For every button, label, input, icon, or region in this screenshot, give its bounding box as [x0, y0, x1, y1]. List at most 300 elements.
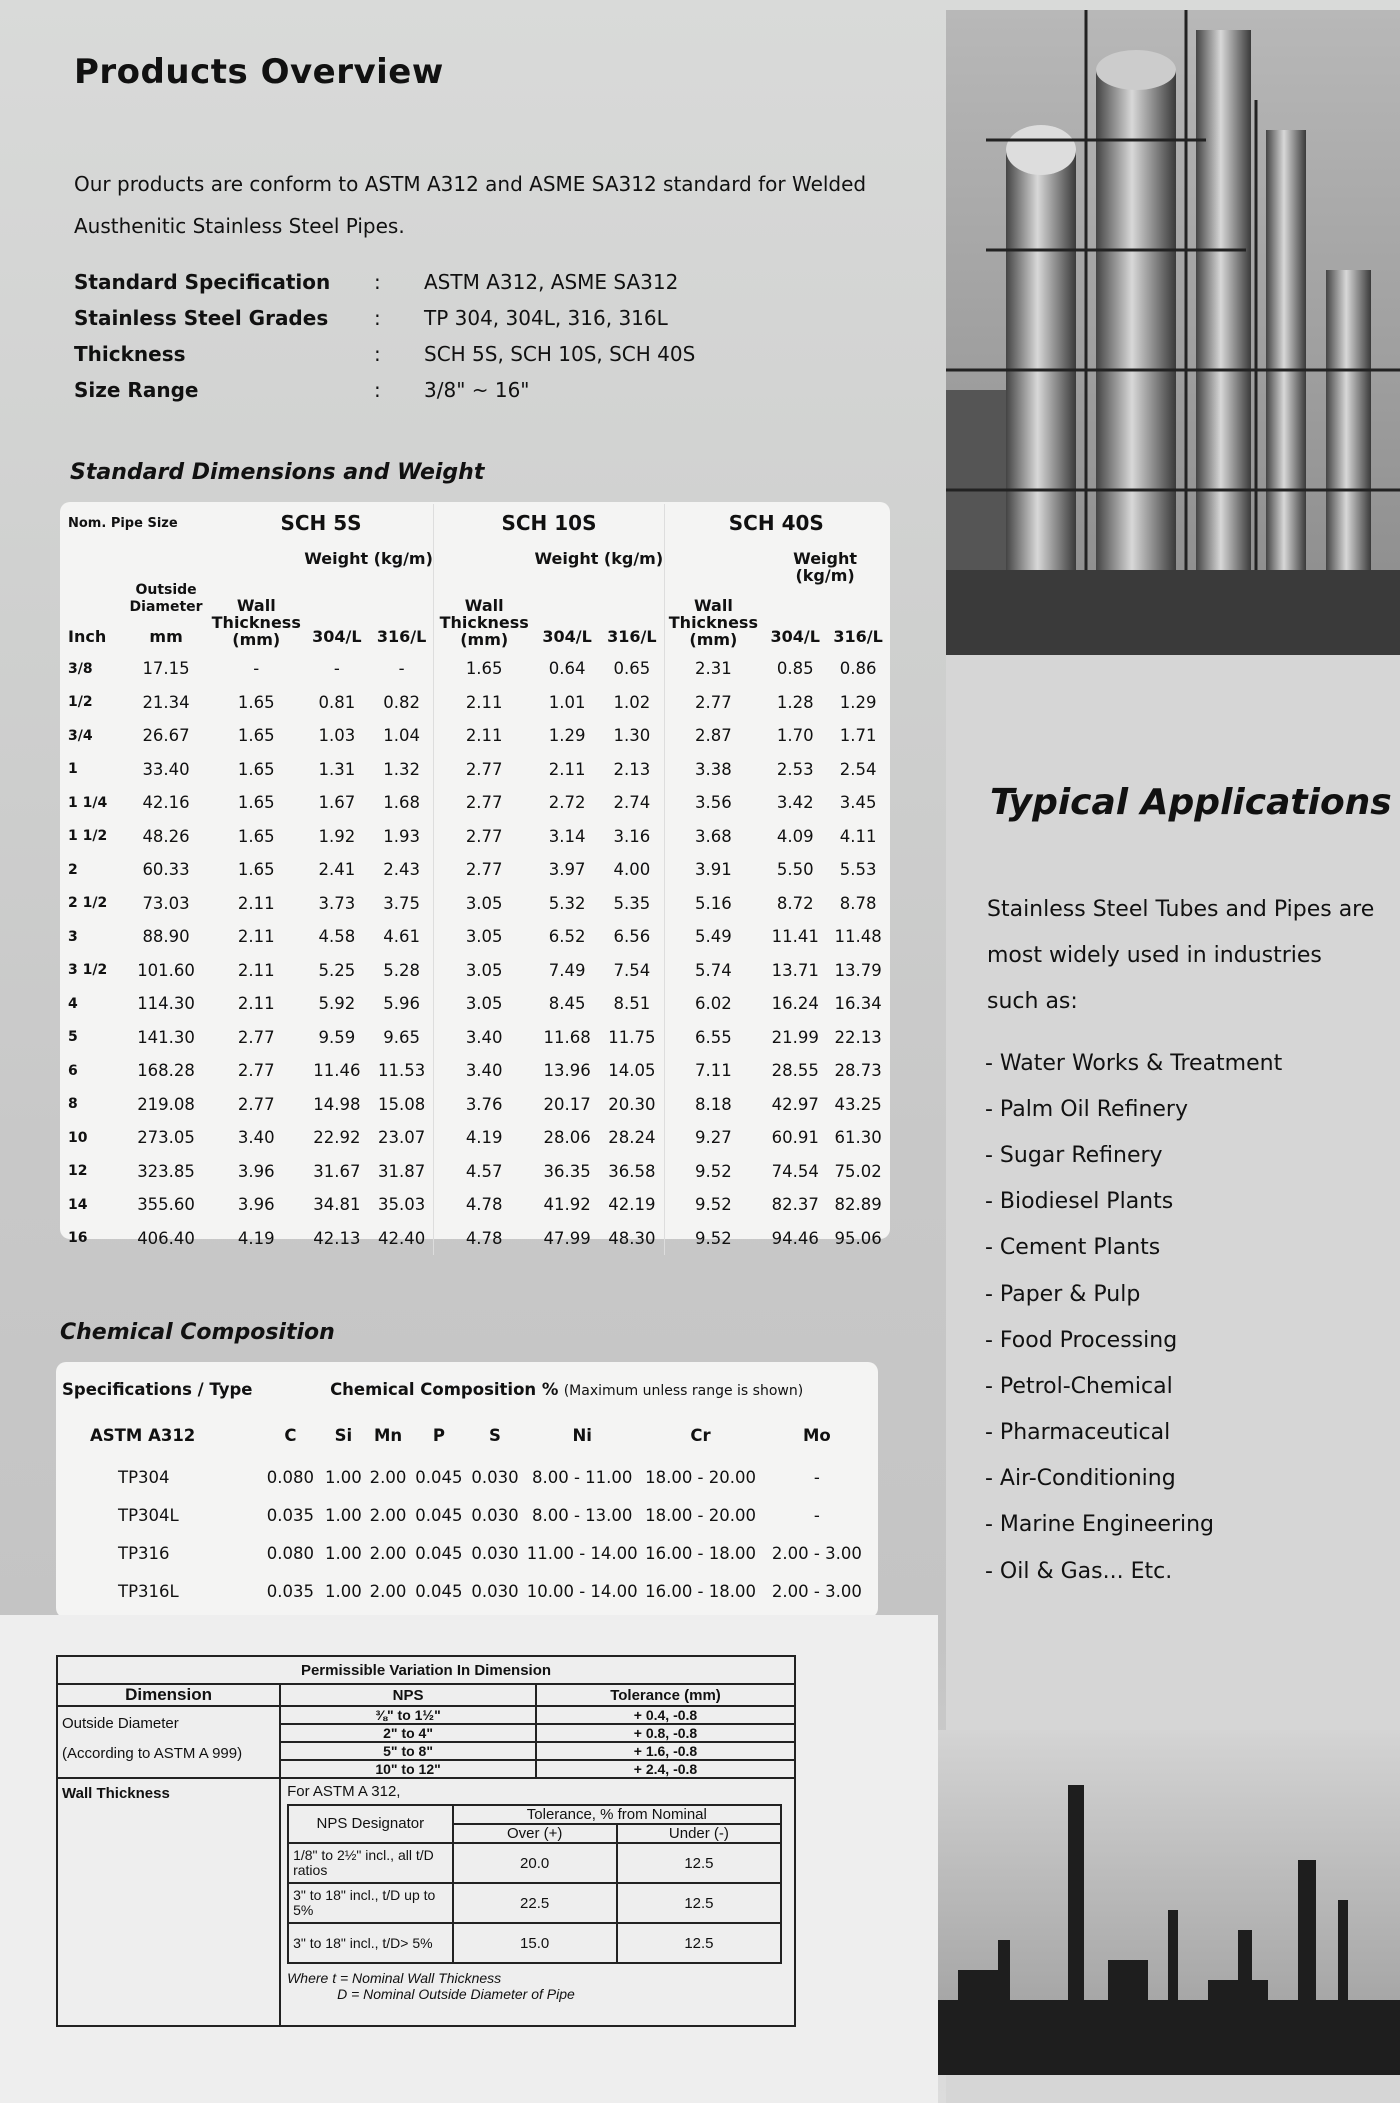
dimension-cell: 26.67	[142, 726, 190, 746]
chemical-cell: 0.045	[415, 1505, 463, 1525]
dimension-cell: 4.19	[237, 1228, 275, 1248]
chemical-table-body	[62, 1458, 874, 1610]
dimension-cell: 323.85	[137, 1161, 195, 1181]
wt-nps: 1/8" to 2½" incl., all t/D ratios	[288, 1843, 452, 1883]
chemical-cell: TP316L	[118, 1581, 179, 1601]
chemical-row	[62, 1458, 874, 1496]
dimension-row	[68, 1088, 888, 1122]
wt-over: 15.0	[453, 1923, 617, 1963]
element-header: Ni	[572, 1425, 592, 1445]
dimensions-panel	[60, 502, 890, 1248]
tolerance-header: Tolerance (mm)	[536, 1684, 795, 1706]
applications-intro-line: such as:	[987, 989, 1078, 1014]
dimension-cell: 1/2	[68, 694, 93, 711]
chemical-cell: 2.00	[369, 1505, 407, 1525]
dimension-cell: 43.25	[834, 1094, 882, 1114]
dimension-cell: 1.01	[548, 692, 586, 712]
dimension-cell: 21.99	[771, 1027, 819, 1047]
dimension-cell: 1.65	[237, 860, 275, 880]
dimension-cell: 31.87	[377, 1161, 426, 1181]
dimension-cell: 61.30	[834, 1128, 882, 1148]
spec-type-header: Specifications / Type	[62, 1379, 253, 1399]
chemical-cell: TP304	[118, 1467, 170, 1487]
od-cell	[57, 1706, 280, 1778]
standard-header: ASTM A312	[90, 1425, 196, 1445]
dimension-cell: 4.78	[434, 1188, 534, 1222]
nps-designator-header: NPS Designator	[288, 1805, 452, 1843]
dimension-cell: 9.59	[318, 1027, 356, 1047]
dimension-cell: 3 1/2	[68, 962, 108, 979]
element-header: Mn	[373, 1425, 403, 1445]
dimension-cell: 5.92	[318, 994, 356, 1014]
dimension-cell: 13.96	[543, 1061, 591, 1081]
dimension-cell: 8.78	[839, 893, 877, 913]
dimension-cell: 0.86	[839, 659, 877, 679]
chemical-cell: -	[813, 1467, 820, 1487]
dimension-cell: 82.89	[834, 1195, 882, 1215]
dimension-cell: 75.02	[834, 1161, 882, 1181]
dimension-cell: 114.30	[137, 994, 195, 1014]
dimension-cell: 10	[68, 1129, 88, 1146]
dimension-cell: 4.58	[318, 927, 356, 947]
dimension-cell: 3.96	[237, 1161, 275, 1181]
dimension-cell: 5.49	[664, 920, 762, 954]
wall-thickness-cell	[280, 1778, 795, 2026]
dimension-cell: 11.48	[834, 927, 882, 947]
dimension-cell: 3.14	[548, 826, 586, 846]
dimension-cell: 3.56	[664, 786, 762, 820]
od-tolerance: + 0.8, -0.8	[536, 1724, 795, 1742]
dimension-row	[68, 887, 888, 921]
applications-title: Typical Applications	[990, 782, 1392, 823]
dimension-row	[68, 1188, 888, 1222]
dimension-cell: 1.71	[839, 726, 877, 746]
dimension-cell: 8.45	[548, 994, 586, 1014]
dimension-cell: 20.17	[543, 1094, 591, 1114]
dimension-cell: 5.53	[839, 860, 877, 880]
dimension-cell: 2.77	[434, 753, 534, 787]
dimension-row	[68, 686, 888, 720]
dimension-cell: 2.77	[237, 1061, 275, 1081]
spec-value: 3/8" ~ 16"	[424, 378, 530, 402]
dimension-cell: 6.02	[664, 987, 762, 1021]
spec-list	[74, 264, 695, 408]
dimension-cell: 1.65	[237, 726, 275, 746]
dimension-cell: 2 1/2	[68, 895, 108, 912]
note-line-2: D = Nominal Outside Diameter of Pipe	[337, 1986, 575, 2002]
dimension-cell: 3/4	[68, 727, 93, 744]
dimension-cell: 5.16	[664, 887, 762, 921]
dimension-cell: 5.32	[548, 893, 586, 913]
dimension-row	[68, 652, 888, 686]
chemical-cell: 11.00 - 14.00	[526, 1543, 638, 1563]
dimension-cell: 2.11	[548, 759, 586, 779]
chemical-cell: 1.00	[325, 1543, 362, 1563]
dimension-cell: 28.55	[771, 1061, 819, 1081]
dimension-cell: -	[253, 659, 260, 679]
spec-label: Thickness	[74, 342, 186, 366]
dimension-cell: 2.31	[664, 652, 762, 686]
dimension-cell: 15.08	[377, 1094, 426, 1114]
element-header: C	[284, 1425, 297, 1445]
chemical-row	[62, 1534, 874, 1572]
element-header: S	[489, 1425, 501, 1445]
application-item: - Pharmaceutical	[985, 1420, 1171, 1446]
dimension-cell: 16	[68, 1230, 88, 1247]
dimension-cell: 42.40	[377, 1228, 426, 1248]
od-label: Outside Diameter	[62, 1715, 179, 1732]
application-item: - Palm Oil Refinery	[985, 1096, 1188, 1122]
wt-under: 12.5	[617, 1843, 781, 1883]
wt-nps: 3" to 18" incl., t/D up to 5%	[288, 1883, 452, 1923]
dimension-cell: 13.71	[771, 960, 819, 980]
sch5s-header: SCH 5S	[280, 511, 362, 535]
grade-304l-header: 304/L	[312, 626, 362, 646]
dimension-cell: 82.37	[771, 1195, 819, 1215]
chemical-cell: 2.00	[369, 1543, 407, 1563]
dimension-cell: 4.00	[613, 860, 651, 880]
dimension-cell: 1.65	[434, 652, 534, 686]
dimension-cell: 42.13	[313, 1228, 361, 1248]
spec-colon: :	[374, 378, 381, 402]
dimension-cell: 1.70	[776, 726, 814, 746]
dimension-cell: 6	[68, 1062, 78, 1079]
dimension-cell: 0.85	[776, 659, 814, 679]
chemical-cell: 0.045	[415, 1543, 463, 1563]
note-line-1: Where t = Nominal Wall Thickness	[287, 1970, 502, 1986]
spec-row	[74, 372, 695, 408]
dimension-cell: 4	[68, 995, 78, 1012]
dimension-cell: 8	[68, 1096, 78, 1113]
spec-value: TP 304, 304L, 316, 316L	[424, 306, 668, 330]
dimension-cell: 28.06	[543, 1128, 591, 1148]
chemical-cell: 8.00 - 11.00	[531, 1467, 633, 1487]
dimension-cell: 1.02	[613, 692, 651, 712]
dimension-cell: 219.08	[137, 1094, 195, 1114]
chemical-cell: 10.00 - 14.00	[526, 1581, 638, 1601]
dimension-cell: 2.43	[383, 860, 420, 880]
dimension-cell: 1.03	[318, 726, 356, 746]
dimension-cell: 2.53	[776, 759, 814, 779]
element-header: P	[432, 1425, 445, 1445]
dimension-cell: 2.11	[237, 927, 275, 947]
dimension-cell: 35.03	[377, 1195, 426, 1215]
dimension-cell: 355.60	[137, 1195, 195, 1215]
intro-line-1: Our products are conform to ASTM A312 and ASME SA312 standard for Welded	[74, 172, 867, 196]
element-header: Si	[334, 1425, 353, 1445]
grade-304l-header: 304/L	[542, 626, 592, 646]
chemical-cell: 2.00	[369, 1581, 407, 1601]
variation-table-wrap	[56, 1655, 796, 2027]
dimension-cell: 5.50	[776, 860, 814, 880]
chemical-cell: 8.00 - 13.00	[531, 1505, 633, 1525]
dimension-cell: 0.65	[613, 659, 651, 679]
dimension-cell: 42.97	[771, 1094, 819, 1114]
intro-text	[74, 163, 924, 247]
dimension-cell: 3.38	[664, 753, 762, 787]
dimension-cell: 1.28	[776, 692, 814, 712]
dimension-cell: 3.05	[434, 887, 534, 921]
wt-for-label: For ASTM A 312,	[287, 1783, 401, 1800]
dimension-cell: 2.77	[664, 686, 762, 720]
weight-header: Weight (kg/m)	[793, 549, 858, 585]
dimension-row	[68, 987, 888, 1021]
element-header: Mo	[802, 1425, 831, 1445]
spec-colon: :	[374, 342, 381, 366]
dimension-cell: 16.34	[834, 994, 882, 1014]
dimension-cell: 48.26	[142, 826, 190, 846]
dimension-cell: 4.61	[383, 927, 420, 947]
dimension-cell: 73.03	[142, 893, 190, 913]
dimension-cell: 42.19	[608, 1195, 656, 1215]
dimension-cell: 1.04	[383, 726, 420, 746]
od-nps: 10" to 12"	[280, 1760, 536, 1778]
dimension-cell: 3.76	[434, 1088, 534, 1122]
under-header: Under (-)	[617, 1824, 781, 1843]
mm-header: mm	[149, 626, 183, 646]
chemical-section-title: Chemical Composition	[60, 1320, 335, 1345]
spec-value: SCH 5S, SCH 10S, SCH 40S	[424, 342, 696, 366]
spec-label: Size Range	[74, 378, 199, 402]
application-item: - Oil & Gas... Etc.	[985, 1558, 1173, 1584]
dimension-cell: 1 1/2	[68, 828, 108, 845]
dimension-cell: 3.05	[434, 954, 534, 988]
dimension-cell: 0.81	[318, 692, 356, 712]
dimension-cell: 2.11	[237, 960, 275, 980]
application-item: - Water Works & Treatment	[985, 1050, 1283, 1076]
chemical-cell: 2.00 - 3.00	[771, 1543, 862, 1563]
dimension-cell: 42.16	[142, 793, 190, 813]
chemical-cell: 18.00 - 20.00	[645, 1505, 756, 1525]
wt-under: 12.5	[617, 1883, 781, 1923]
chemical-cell: 2.00	[369, 1467, 407, 1487]
dimension-cell: 16.24	[771, 994, 819, 1014]
od-nps: 2" to 4"	[280, 1724, 536, 1742]
dimension-cell: 9.52	[664, 1155, 762, 1189]
dimension-cell: 101.60	[137, 960, 195, 980]
nps-header: NPS	[280, 1684, 536, 1706]
dimension-cell: 8.72	[776, 893, 814, 913]
dimension-cell: 1 1/4	[68, 794, 108, 811]
application-item: - Paper & Pulp	[985, 1281, 1141, 1307]
dimension-cell: 2.54	[839, 759, 877, 779]
dimension-cell: 3.16	[613, 826, 651, 846]
dimension-cell: 6.55	[664, 1021, 762, 1055]
dimension-cell: 1.68	[383, 793, 420, 813]
dimension-cell: 2.11	[237, 893, 275, 913]
dimension-cell: 2.13	[613, 759, 651, 779]
dimension-cell: 3.42	[776, 793, 814, 813]
chemical-panel	[56, 1362, 878, 1618]
dimension-cell: 1.29	[839, 692, 877, 712]
dimension-cell: 2.77	[434, 820, 534, 854]
dimension-cell: 12	[68, 1163, 88, 1180]
chemical-cell: 0.080	[266, 1467, 315, 1487]
dimension-cell: 34.81	[313, 1195, 361, 1215]
wt-under: 12.5	[617, 1923, 781, 1963]
element-header: Cr	[690, 1425, 711, 1445]
application-item: - Marine Engineering	[985, 1512, 1215, 1538]
intro-line-2: Austhenitic Stainless Steel Pipes.	[74, 214, 405, 238]
spec-row	[74, 264, 695, 300]
dimension-cell: 31.67	[313, 1161, 361, 1181]
chemical-cell: 16.00 - 18.00	[645, 1581, 756, 1601]
dimension-cell: 94.46	[771, 1228, 819, 1248]
dimension-cell: 3.73	[318, 893, 356, 913]
chemical-cell: 0.035	[266, 1581, 315, 1601]
od-note: (According to ASTM A 999)	[62, 1745, 243, 1762]
dimension-cell: 1	[68, 761, 78, 778]
refinery-columns-image	[946, 10, 1400, 655]
dimension-cell: 1.31	[318, 759, 356, 779]
wt-over: 22.5	[453, 1883, 617, 1923]
wall-thickness-header: Wall Thickness (mm)	[434, 542, 534, 652]
chemical-cell: 16.00 - 18.00	[645, 1543, 756, 1563]
chemical-cell: 1.00	[325, 1505, 362, 1525]
dimension-cell: 7.11	[664, 1054, 762, 1088]
dimension-cell: 2	[68, 861, 78, 878]
wall-thickness-table	[287, 1804, 782, 1964]
chemical-cell: -	[813, 1505, 820, 1525]
dimension-cell: 2.11	[237, 994, 275, 1014]
composition-header	[259, 1366, 874, 1412]
dimension-cell: 5.96	[383, 994, 420, 1014]
chemical-cell: 0.030	[471, 1543, 519, 1563]
dimension-cell: 60.33	[142, 860, 190, 880]
composition-note: (Maximum unless range is shown)	[563, 1382, 804, 1399]
chemical-cell: 0.045	[415, 1581, 463, 1601]
spec-colon: :	[374, 306, 381, 330]
dimension-cell: 60.91	[771, 1128, 819, 1148]
dimension-cell: 3.40	[434, 1054, 534, 1088]
wall-thickness-header: Wall Thickness (mm)	[211, 596, 301, 649]
grade-316l-header: 316/L	[607, 626, 657, 646]
dimension-cell: 3.68	[664, 820, 762, 854]
dimension-cell: 2.87	[664, 719, 762, 753]
dimension-cell: 1.32	[383, 759, 420, 779]
dimension-cell: 4.57	[434, 1155, 534, 1189]
spec-value: ASTM A312, ASME SA312	[424, 270, 679, 294]
dimension-cell: 11.53	[377, 1061, 426, 1081]
chemical-cell: TP316	[118, 1543, 170, 1563]
dimension-cell: 14.05	[608, 1061, 656, 1081]
grade-316l-header: 316/L	[376, 626, 427, 646]
application-item: - Cement Plants	[985, 1235, 1161, 1261]
wt-over: 20.0	[453, 1843, 617, 1883]
chemical-cell: 0.030	[471, 1505, 519, 1525]
dimension-cell: 273.05	[137, 1128, 195, 1148]
chemical-cell: 0.035	[266, 1505, 315, 1525]
dimension-cell: 1.67	[318, 793, 356, 813]
dimensions-table-body	[68, 652, 888, 1255]
dimension-cell: 95.06	[834, 1228, 882, 1248]
dimension-cell: 1.65	[237, 826, 275, 846]
dimensions-section-title: Standard Dimensions and Weight	[70, 460, 485, 485]
dimension-cell: 2.41	[318, 860, 356, 880]
dimension-cell: 48.30	[608, 1228, 656, 1248]
application-item: - Food Processing	[985, 1327, 1178, 1353]
application-item: - Petrol-Chemical	[985, 1373, 1173, 1399]
spec-label: Standard Specification	[74, 270, 331, 294]
dimension-cell: 3.05	[434, 920, 534, 954]
spec-row	[74, 336, 695, 372]
dimension-cell: 9.52	[664, 1222, 762, 1256]
dimension-cell: 36.35	[543, 1161, 591, 1181]
dimension-cell: 1.65	[237, 692, 275, 712]
applications-intro	[987, 887, 1377, 1025]
dimension-cell: 7.49	[548, 960, 586, 980]
dimension-cell: 3.05	[434, 987, 534, 1021]
dimension-cell: 2.11	[434, 719, 534, 753]
weight-header: Weight (kg/m)	[304, 549, 433, 568]
wall-thickness-label: Wall Thickness	[57, 1778, 280, 2026]
dimension-cell: 0.82	[383, 692, 420, 712]
dimension-cell: 2.72	[548, 793, 586, 813]
dimension-cell: 3/8	[68, 660, 93, 677]
chemical-row	[62, 1572, 874, 1610]
wall-thickness-header: Wall Thickness (mm)	[664, 542, 762, 652]
dimension-cell: 1.92	[318, 826, 356, 846]
dimension-row	[68, 1021, 888, 1055]
nom-pipe-size-header: Nom. Pipe Size	[68, 515, 178, 531]
dimension-cell: 1.93	[383, 826, 420, 846]
dimension-cell: 5.35	[613, 893, 651, 913]
dimension-cell: 33.40	[142, 759, 190, 779]
dimension-cell: -	[333, 659, 340, 679]
dimension-row	[68, 954, 888, 988]
dimension-cell: 3.40	[434, 1021, 534, 1055]
dimension-row	[68, 753, 888, 787]
dimension-cell: 1.65	[237, 759, 275, 779]
dimension-cell: 14.98	[313, 1094, 361, 1114]
weight-header: Weight (kg/m)	[534, 549, 664, 568]
dimension-cell: 0.64	[548, 659, 586, 679]
dimension-row	[68, 1222, 888, 1256]
dimension-cell: 2.77	[237, 1094, 275, 1114]
outside-diameter-header: Outside Diameter	[129, 582, 203, 615]
sch10s-header: SCH 10S	[434, 504, 664, 542]
dimension-cell: 4.09	[776, 826, 814, 846]
dimension-row	[68, 853, 888, 887]
dimension-cell: 9.27	[664, 1121, 762, 1155]
dimension-cell: 11.46	[313, 1061, 361, 1081]
dimension-cell: 406.40	[137, 1228, 195, 1248]
refinery-photo-top	[946, 10, 1400, 655]
dimension-cell: 17.15	[142, 659, 190, 679]
dimension-cell: 36.58	[608, 1161, 656, 1181]
application-item: - Air-Conditioning	[985, 1466, 1176, 1492]
applications-intro-line: most widely used in industries	[987, 943, 1322, 968]
dimension-cell: 13.79	[834, 960, 882, 980]
dimension-cell: 2.77	[434, 853, 534, 887]
dimension-cell: 6.52	[548, 927, 586, 947]
over-header: Over (+)	[453, 1824, 617, 1843]
dimension-cell: 14	[68, 1196, 88, 1213]
grade-316l-header: 316/L	[833, 626, 883, 646]
dimension-cell: 4.78	[434, 1222, 534, 1256]
dimensions-table	[68, 504, 888, 1255]
dimension-cell: 2.11	[434, 686, 534, 720]
dimension-header: Dimension	[57, 1684, 280, 1706]
applications-list	[985, 1040, 1282, 1594]
dimension-cell: 141.30	[137, 1027, 195, 1047]
dimension-row	[68, 1121, 888, 1155]
od-tolerance: + 1.6, -0.8	[536, 1742, 795, 1760]
variation-table	[56, 1655, 796, 2027]
od-nps: 5" to 8"	[280, 1742, 536, 1760]
page-title: Products Overview	[74, 52, 444, 92]
refinery-silhouette-image	[938, 1730, 1400, 2075]
